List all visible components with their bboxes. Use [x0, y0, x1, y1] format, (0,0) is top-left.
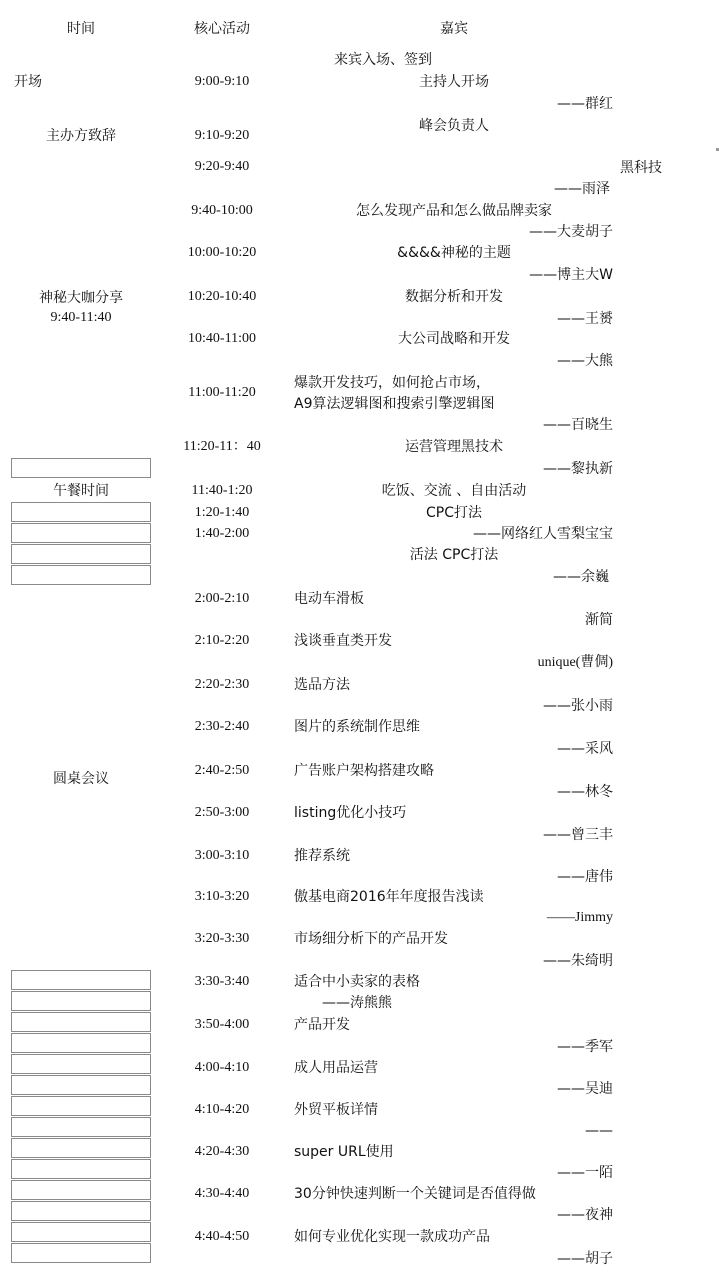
guest: 渐简: [585, 612, 613, 628]
time-slot: 2:40-2:50: [194, 763, 250, 778]
empty-cell: [11, 1243, 151, 1263]
topic: 电动车滑板: [294, 591, 364, 607]
guest: ——博主大W: [529, 267, 613, 283]
topic: 吃饭、交流 、自由活动: [381, 483, 527, 499]
time-slot: 9:40-10:00: [191, 203, 253, 218]
topic: super URL使用: [294, 1144, 394, 1160]
topic: 峰会负责人: [419, 118, 489, 134]
topic: 运营管理黑技术: [405, 439, 503, 455]
topic: 适合中小卖家的表格: [294, 974, 420, 990]
guest: ——余巍: [553, 569, 609, 585]
empty-cell: [11, 1033, 151, 1053]
header-guests: 嘉宾: [440, 21, 468, 37]
guest: ——吴迪: [557, 1081, 613, 1097]
empty-cell: [11, 1222, 151, 1242]
topic: listing优化小技巧: [294, 805, 407, 821]
header-activity: 核心活动: [194, 21, 250, 37]
guest: ——王赟: [557, 311, 613, 327]
topic: 主持人开场: [419, 74, 489, 90]
session-host-speech: 主办方致辞: [46, 128, 116, 144]
topic: 产品开发: [294, 1017, 350, 1033]
topic: 爆款开发技巧，如何抢占市场，: [294, 375, 490, 391]
topic: 选品方法: [294, 677, 350, 693]
topic: 浅谈垂直类开发: [294, 633, 392, 649]
session-roundtable: 圆桌会议: [53, 771, 109, 787]
time-slot: 9:10-9:20: [194, 128, 250, 143]
time-slot: 4:40-4:50: [194, 1229, 250, 1244]
time-slot: 1:20-1:40: [194, 505, 250, 520]
topic: 图片的系统制作思维: [294, 719, 420, 735]
time-slot: 9:20-9:40: [194, 159, 250, 174]
time-slot: 4:10-4:20: [194, 1102, 250, 1117]
guest: ——一陌: [557, 1165, 613, 1181]
session-mystery-time: 9:40-11:40: [50, 310, 112, 325]
guest: ——林冬: [557, 784, 613, 800]
time-slot: 1:40-2:00: [194, 526, 250, 541]
empty-cell: [11, 1180, 151, 1200]
time-slot: 3:20-3:30: [194, 931, 250, 946]
time-slot: 10:20-10:40: [187, 289, 257, 304]
time-slot: 3:00-3:10: [194, 848, 250, 863]
time-slot: 4:20-4:30: [194, 1144, 250, 1159]
empty-cell: [11, 991, 151, 1011]
guest: ——曾三丰: [543, 827, 613, 843]
guest: ——夜神: [557, 1207, 613, 1223]
empty-cell: [11, 458, 151, 478]
topic: 推荐系统: [294, 848, 350, 864]
time-slot: 3:10-3:20: [194, 889, 250, 904]
guest: ——张小雨: [543, 698, 613, 714]
empty-cell: [11, 544, 151, 564]
guest: ——Jimmy: [546, 910, 613, 925]
session-lunch: 午餐时间: [53, 483, 109, 499]
time-slot: 11:20-11：40: [183, 439, 261, 454]
session-mystery-share: 神秘大咖分享: [39, 290, 123, 306]
guest: ——涛熊熊: [322, 995, 392, 1011]
guest: ——群红: [557, 96, 613, 112]
empty-cell: [11, 1075, 151, 1095]
guest: ——季军: [557, 1039, 613, 1055]
guest: ——: [585, 1123, 613, 1139]
topic: 来宾入场、签到: [334, 52, 432, 68]
topic: 如何专业优化实现一款成功产品: [294, 1229, 490, 1245]
topic: 广告账户架构搭建攻略: [294, 763, 434, 779]
time-slot: 9:00-9:10: [194, 74, 250, 89]
empty-cell: [11, 1138, 151, 1158]
empty-cell: [11, 502, 151, 522]
guest: ——胡子: [557, 1251, 613, 1267]
topic: 成人用品运营: [294, 1060, 378, 1076]
time-slot: 2:20-2:30: [194, 677, 250, 692]
guest: unique(曹倜): [537, 655, 613, 670]
empty-cell: [11, 1159, 151, 1179]
time-slot: 4:30-4:40: [194, 1186, 250, 1201]
guest: ——采风: [557, 741, 613, 757]
topic: CPC打法: [426, 505, 482, 521]
time-slot: 2:10-2:20: [194, 633, 250, 648]
guest: ——雨泽: [554, 181, 610, 197]
topic: 数据分析和开发: [405, 289, 503, 305]
empty-cell: [11, 523, 151, 543]
guest: ——百晓生: [543, 417, 613, 433]
time-slot: 4:00-4:10: [194, 1060, 250, 1075]
topic: 外贸平板详情: [294, 1102, 378, 1118]
empty-cell: [11, 565, 151, 585]
time-slot: 2:00-2:10: [194, 591, 250, 606]
empty-cell: [11, 970, 151, 990]
guest: ——网络红人雪梨宝宝: [473, 526, 613, 542]
topic: 活法 CPC打法: [409, 547, 499, 563]
empty-cell: [11, 1096, 151, 1116]
topic: A9算法逻辑图和搜索引擎逻辑图: [294, 396, 495, 412]
empty-cell: [11, 1054, 151, 1074]
time-slot: 10:00-10:20: [187, 245, 257, 260]
time-slot: 11:40-1:20: [191, 483, 253, 498]
session-opening: 开场: [14, 74, 42, 90]
guest: ——大麦胡子: [529, 224, 613, 240]
topic: 怎么发现产品和怎么做品牌卖家: [356, 203, 552, 219]
time-slot: 3:30-3:40: [194, 974, 250, 989]
topic: &&&&神秘的主题: [397, 245, 511, 261]
guest: ——黎执新: [543, 461, 613, 477]
topic: 大公司战略和开发: [398, 331, 510, 347]
empty-cell: [11, 1201, 151, 1221]
topic: 傲基电商2016年年度报告浅读: [294, 889, 484, 905]
time-slot: 2:30-2:40: [194, 719, 250, 734]
time-slot: 2:50-3:00: [194, 805, 250, 820]
guest: 黑科技: [620, 160, 662, 176]
guest: ——朱绮明: [543, 953, 613, 969]
guest: ——大熊: [557, 353, 613, 369]
time-slot: 11:00-11:20: [188, 385, 256, 400]
topic: 30分钟快速判断一个关键词是否值得做: [294, 1186, 536, 1202]
guest: ——唐伟: [557, 869, 613, 885]
time-slot: 10:40-11:00: [188, 331, 256, 346]
time-slot: 3:50-4:00: [194, 1017, 250, 1032]
topic: 市场细分析下的产品开发: [294, 931, 448, 947]
header-time: 时间: [67, 21, 95, 37]
empty-cell: [11, 1117, 151, 1137]
empty-cell: [11, 1012, 151, 1032]
